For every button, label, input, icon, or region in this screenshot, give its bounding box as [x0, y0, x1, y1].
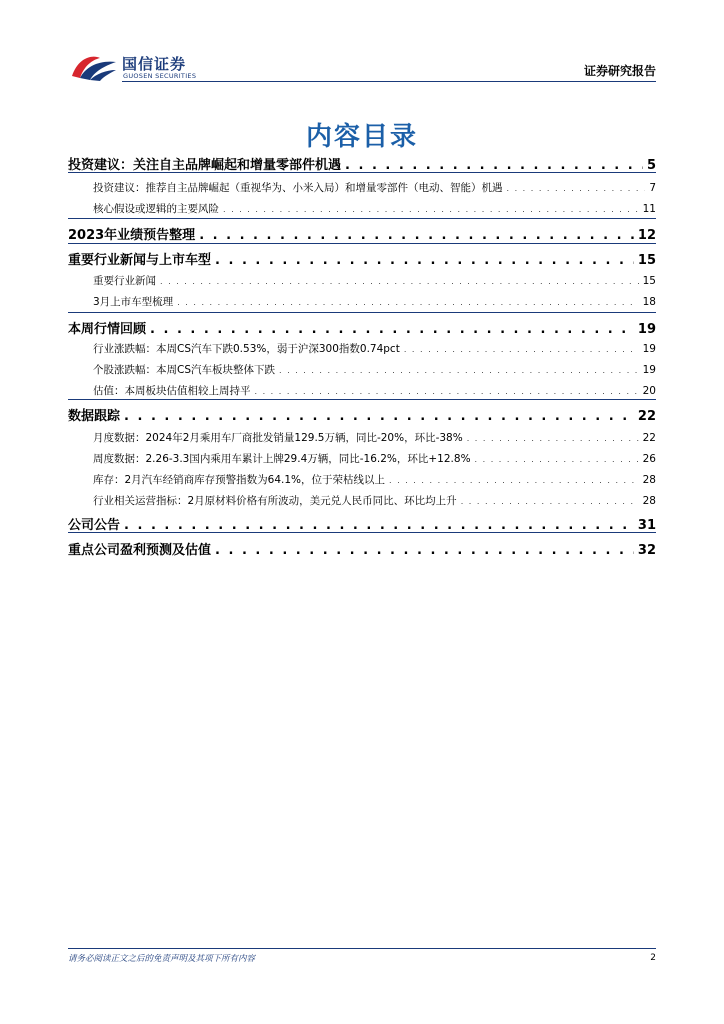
toc-dot-leader [124, 409, 634, 424]
guosen-logo-icon [70, 52, 118, 82]
page-number: 2 [650, 953, 656, 963]
toc-entry-page: 5 [646, 158, 656, 173]
toc-entry-label: 核心假设或逻辑的主要风险 [93, 203, 219, 215]
toc-section-entry[interactable] [68, 514, 656, 533]
toc-dot-leader [215, 543, 634, 558]
page-title: 内容目录 [305, 122, 418, 152]
toc-subsection-entry[interactable] [68, 273, 656, 288]
toc-entry-label: 月度数据：2024年2月乘用车厂商批发销量129.5万辆，同比-20%，环比-38% [93, 432, 463, 444]
toc-subsection-entry[interactable] [68, 201, 656, 216]
toc-section-entry[interactable] [68, 249, 656, 268]
toc-dot-leader [279, 366, 639, 375]
toc-entry-page: 28 [642, 495, 656, 507]
toc-subsection-entry[interactable] [68, 362, 656, 377]
toc-dot-leader [475, 455, 639, 464]
toc-entry-label: 行业相关运营指标：2月原材料价格有所波动，美元兑人民币同比、环比均上升 [93, 495, 457, 507]
toc-subsection-entry[interactable] [68, 472, 656, 487]
toc-entry-label: 库存：2月汽车经销商库存预警指数为64.1%，位于荣枯线以上 [93, 474, 386, 486]
toc-dot-leader [461, 497, 639, 506]
header-divider [122, 81, 656, 82]
toc-entry-label: 周度数据：2.26-3.3国内乘用车累计上牌29.4万辆，同比-16.2%，环比+12.8% [93, 453, 471, 465]
toc-dot-leader [177, 298, 638, 307]
logo-english-name: GUOSEN SECURITIES [123, 72, 197, 80]
toc-entry-label: 重点公司盈利预测及估值 [68, 543, 212, 558]
toc-entry-label: 行业涨跌幅：本周CS汽车下跌0.53%，弱于沪深300指数0.74pct [93, 343, 400, 355]
toc-dot-leader [160, 277, 639, 286]
toc-dot-leader [507, 184, 646, 193]
toc-entry-page: 19 [642, 364, 656, 376]
toc-subsection-entry[interactable] [68, 430, 656, 445]
toc-entry-page: 7 [649, 182, 656, 194]
toc-dot-leader [199, 228, 634, 243]
toc-dot-leader [150, 322, 634, 337]
section-divider [68, 243, 656, 244]
toc-section-entry[interactable] [68, 405, 656, 424]
toc-entry-page: 32 [637, 543, 656, 558]
toc-subsection-entry[interactable] [68, 341, 656, 356]
toc-entry-page: 15 [637, 253, 656, 268]
toc-subsection-entry[interactable] [68, 451, 656, 466]
toc-entry-page: 11 [642, 203, 656, 215]
section-divider [68, 312, 656, 313]
toc-dot-leader [467, 434, 639, 443]
toc-entry-label: 投资建议：推荐自主品牌崛起（重视华为、小米入局）和增量零部件（电动、智能）机遇 [93, 182, 503, 194]
toc-entry-label: 本周行情回顾 [68, 322, 147, 337]
toc-entry-label: 重要行业新闻与上市车型 [68, 253, 212, 268]
report-type-label: 证券研究报告 [583, 64, 656, 78]
toc-entry-page: 18 [642, 296, 656, 308]
logo-chinese-name: 国信证券 [122, 55, 187, 73]
toc-entry-label: 3月上市车型梳理 [93, 296, 174, 308]
toc-dot-leader [389, 476, 639, 485]
section-divider [68, 218, 656, 219]
toc-entry-page: 15 [642, 275, 656, 287]
toc-entry-page: 19 [642, 343, 656, 355]
toc-section-entry[interactable] [68, 539, 656, 558]
toc-entry-page: 12 [637, 228, 656, 243]
toc-dot-leader [124, 518, 634, 533]
section-divider [68, 399, 656, 400]
toc-dot-leader [223, 205, 639, 214]
company-logo [70, 52, 200, 84]
toc-entry-page: 28 [642, 474, 656, 486]
toc-entry-label: 投资建议：关注自主品牌崛起和增量零部件机遇 [68, 158, 342, 173]
toc-subsection-entry[interactable] [68, 180, 656, 195]
toc-dot-leader [215, 253, 634, 268]
toc-subsection-entry[interactable] [68, 294, 656, 309]
toc-subsection-entry[interactable] [68, 383, 656, 398]
toc-dot-leader [255, 387, 639, 396]
toc-entry-page: 22 [642, 432, 656, 444]
footer-divider [68, 948, 656, 949]
toc-section-entry[interactable] [68, 224, 656, 243]
toc-section-entry[interactable] [68, 154, 656, 173]
toc-entry-page: 19 [637, 322, 656, 337]
toc-entry-page: 26 [642, 453, 656, 465]
toc-section-entry[interactable] [68, 318, 656, 337]
page-header [0, 0, 724, 90]
toc-dot-leader [404, 345, 639, 354]
toc-entry-label: 重要行业新闻 [93, 275, 156, 287]
toc-entry-label: 估值：本周板块估值相较上周持平 [93, 385, 251, 397]
toc-dot-leader [345, 158, 643, 173]
toc-subsection-entry[interactable] [68, 493, 656, 508]
toc-entry-label: 数据跟踪 [68, 409, 121, 424]
toc-entry-label: 个股涨跌幅：本周CS汽车板块整体下跌 [93, 364, 275, 376]
toc-entry-label: 公司公告 [68, 518, 121, 533]
toc-entry-page: 20 [642, 385, 656, 397]
toc-entry-label: 2023年业绩预告整理 [68, 228, 196, 243]
toc-entry-page: 22 [637, 409, 656, 424]
toc-entry-page: 31 [637, 518, 656, 533]
footer-disclaimer: 请务必阅读正文之后的免责声明及其项下所有内容 [68, 954, 256, 964]
